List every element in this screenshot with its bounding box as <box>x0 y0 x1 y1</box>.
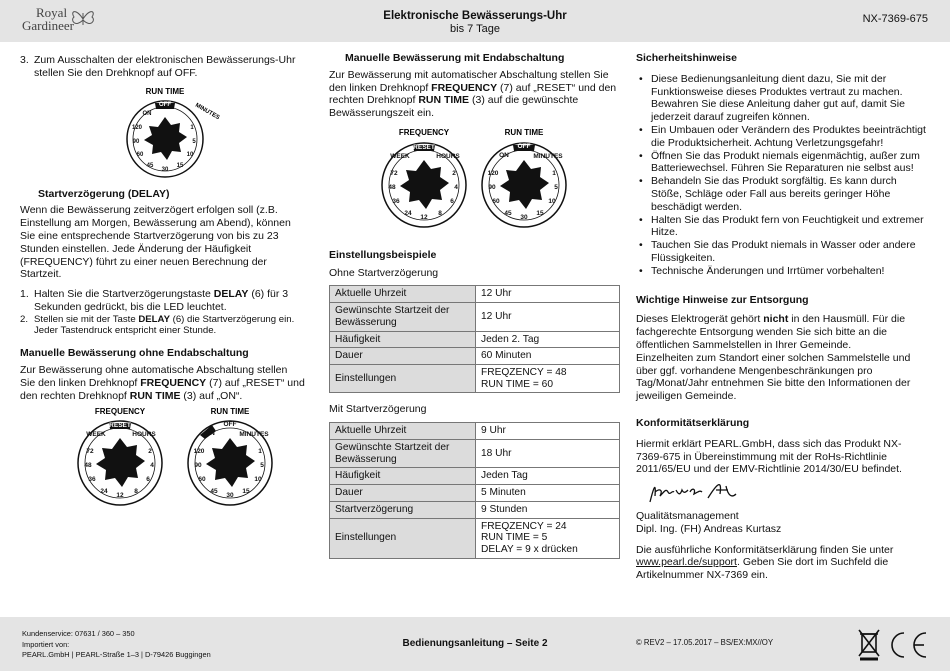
list-item: • Diese Bedienungsanleitung dient dazu, Sie mit der Funktionsweise dieses Produktes vertraut zu machen. Bewahren Sie diese Anleitung daher gut auf, damit Sie jederzeit darauf zugreifen können. <box>636 73 928 124</box>
svg-text:4: 4 <box>150 462 154 470</box>
article-number: NX-7369-675 <box>862 13 928 25</box>
list-item: • Ein Umbauen oder Verändern des Produktes beeinträchtigt die Produktsicherheit. Achtung Verletzungsgefahr! <box>636 124 928 150</box>
svg-text:30: 30 <box>161 166 169 173</box>
svg-text:36: 36 <box>88 476 96 484</box>
svg-text:1: 1 <box>190 124 194 131</box>
svg-text:15: 15 <box>242 488 250 496</box>
footer-page-label: Bedienungsanleitung – Seite 2 <box>402 638 548 649</box>
qm-title: Qualitätsmanagement <box>636 509 739 522</box>
svg-text:60: 60 <box>492 197 500 205</box>
settings-table-1 <box>329 285 620 393</box>
svg-text:ON: ON <box>499 151 509 159</box>
svg-text:15: 15 <box>536 209 544 217</box>
disposal-text-2: Einzelheiten zum Standort einer solchen Sammelstelle und über ggf. vorhandene Mengenbeschränkungen pro Tag/Monat/Jahr entnehmen Sie bitte den Informationen der jeweiligen Gemeinde. <box>636 351 911 403</box>
svg-text:45: 45 <box>504 209 512 217</box>
safety-list <box>636 73 928 278</box>
svg-text:60: 60 <box>198 476 206 484</box>
svg-text:4: 4 <box>454 183 458 191</box>
svg-text:HOURS: HOURS <box>132 431 156 439</box>
svg-text:ON: ON <box>205 430 215 438</box>
svg-text:MINUTES: MINUTES <box>239 431 269 439</box>
manual-heading: Manuelle Bewässerung ohne Endabschaltung <box>20 347 249 360</box>
svg-text:WEEK: WEEK <box>390 152 410 160</box>
svg-text:15: 15 <box>176 162 184 169</box>
svg-text:ON: ON <box>142 110 152 117</box>
safety-heading: Sicherheitshinweise <box>636 52 737 64</box>
list-item: 3. Zum Ausschalten der elektronischen Bewässerungs-Uhr stellen Sie den Drehknopf auf OFF. <box>20 54 296 79</box>
svg-text:2: 2 <box>452 169 456 177</box>
disposal-text: Dieses Elektrogerät gehört nicht in den Hausmüll. Für die fachgerechte Entsorgung wenden Sie sich bitte an die öffentlichen Sammelstellen in Ihrer Gemeinde. <box>636 313 906 351</box>
svg-text:HOURS: HOURS <box>436 152 460 160</box>
svg-text:45: 45 <box>210 488 218 496</box>
examples-heading: Einstellungsbeispiele <box>329 248 437 261</box>
list-item: • Behandeln Sie das Produkt sorgfältig. Es kann durch Stöße, Schläge oder Fall aus bereits geringer Höhe beschädigt werden. <box>636 175 928 213</box>
footer-contact: Kundenservice: 07631 / 360 – 350 Importiert von: PEARL.GmbH | PEARL-Straße 1–3 | D-79426 Buggingen <box>22 629 211 659</box>
settings-table-2 <box>329 422 620 558</box>
svg-text:10: 10 <box>254 476 262 484</box>
svg-text:FREQUENCY: FREQUENCY <box>94 407 146 417</box>
list-item: • Technische Änderungen und Irrtümer vorbehalten! <box>636 265 928 278</box>
svg-text:OFF: OFF <box>223 421 237 429</box>
table-row: Dauer 5 Minuten <box>330 485 620 502</box>
full-conformity-text: Die ausführliche Konformitätserklärung finden Sie unter www.pearl.de/support. Geben Sie dort im Suchfeld die Artikelnummer NX-7369 ein. <box>636 543 894 582</box>
column-right <box>636 52 928 582</box>
svg-text:5: 5 <box>192 138 196 145</box>
svg-text:90: 90 <box>488 183 496 191</box>
column-left <box>20 52 305 515</box>
svg-text:72: 72 <box>86 448 94 456</box>
svg-text:72: 72 <box>390 169 398 177</box>
delay-text: Wenn die Bewässerung zeitverzögert erfolgen soll (z.B. Einstellung am Morgen, Bewässerung am Abend), können Sie eine entsprechende Startverzögerung von bis zu 23 Stunden einstellen. Jede Änderung der Häufigkeit (FREQUENCY) führt zu einer neuen Berechnung der Startzeit. <box>20 204 291 281</box>
svg-text:12: 12 <box>420 213 428 221</box>
svg-text:MINUTES: MINUTES <box>533 152 563 160</box>
svg-text:24: 24 <box>100 488 108 496</box>
svg-text:RUN TIME: RUN TIME <box>210 407 250 417</box>
list-item: • Halten Sie das Produkt fern von Feuchtigkeit und extremer Hitze. <box>636 214 928 240</box>
svg-text:5: 5 <box>554 183 558 191</box>
svg-text:45: 45 <box>146 162 154 169</box>
svg-text:2: 2 <box>148 448 152 456</box>
svg-text:5: 5 <box>260 462 264 470</box>
manual-text: Zur Bewässerung ohne automatische Abschaltung stellen Sie den linken Drehknopf FREQUENCY (7) auf „RESET“ und den rechten Drehknopf RUN TIME (3) auf „ON“. <box>20 363 305 402</box>
table-row: Startverzögerung 9 Stunden <box>330 501 620 518</box>
svg-text:MINUTES: MINUTES <box>194 102 221 121</box>
table-row: Einstellungen FREQZENCY = 24 RUN TIME = 5 DELAY = 9 x drücken <box>330 518 620 558</box>
svg-text:12: 12 <box>116 492 124 500</box>
table-row: Häufigkeit Jeden Tag <box>330 468 620 485</box>
svg-text:8: 8 <box>134 488 138 496</box>
list-item: • Tauchen Sie das Produkt niemals in Wasser oder andere Flüssigkeiten. <box>636 239 928 265</box>
table-row: Aktuelle Uhrzeit 9 Uhr <box>330 423 620 440</box>
dials-reset-on-icon <box>20 405 305 511</box>
list-item: 2. Stellen sie mit der Taste DELAY (6) die Startverzögerung ein. Jeder Tastendruck entspricht einer Stunde. <box>20 313 295 337</box>
column-middle <box>329 52 621 559</box>
manual-end-heading: Manuelle Bewässerung mit Endabschaltung <box>345 52 565 64</box>
svg-text:WEEK: WEEK <box>86 431 106 439</box>
table1-caption: Ohne Startverzögerung <box>329 266 439 279</box>
svg-text:RUN TIME: RUN TIME <box>504 127 544 137</box>
delay-heading: Startverzögerung (DELAY) <box>38 187 170 200</box>
svg-text:OFF: OFF <box>517 142 531 150</box>
weee-ce-icon <box>858 628 930 662</box>
list-item: • Öffnen Sie das Produkt niemals eigenmächtig, außer zum Batteriewechsel. Führen Sie Reparaturen nie selbst aus! <box>636 150 928 176</box>
svg-text:48: 48 <box>84 462 92 470</box>
table-row: Häufigkeit Jeden 2. Tag <box>330 331 620 348</box>
svg-text:24: 24 <box>404 209 412 217</box>
dials-reset-time-icon <box>329 125 621 235</box>
svg-text:FREQUENCY: FREQUENCY <box>398 127 450 137</box>
svg-text:OFF: OFF <box>159 101 171 108</box>
svg-text:10: 10 <box>548 197 556 205</box>
qm-name: Dipl. Ing. (FH) Andreas Kurtasz <box>636 522 782 535</box>
svg-text:10: 10 <box>186 151 194 158</box>
conformity-heading: Konformitätserklärung <box>636 416 750 429</box>
svg-text:120: 120 <box>487 169 499 177</box>
dial-off-icon <box>20 84 305 180</box>
document-title: Elektronische Bewässerungs-Uhr <box>383 10 567 22</box>
brand-logo: Royal Gardineer <box>22 5 74 33</box>
svg-text:90: 90 <box>132 138 140 145</box>
conformity-text: Hiermit erklärt PEARL.GmbH, dass sich das Produkt NX-7369-675 in Übereinstimmung mit der RoHs-Richtlinie 2011/65/EU und der EMV-Richtlinie 2014/30/EU befindet. <box>636 437 902 476</box>
table-row: Gewünschte Startzeit der Bewässerung 12 Uhr <box>330 303 620 331</box>
svg-text:6: 6 <box>146 476 150 484</box>
svg-text:6: 6 <box>450 197 454 205</box>
svg-text:36: 36 <box>392 197 400 205</box>
page-header <box>0 0 950 42</box>
signature-image <box>646 478 766 506</box>
disposal-heading: Wichtige Hinweise zur Entsorgung <box>636 293 809 306</box>
table-row: Aktuelle Uhrzeit 12 Uhr <box>330 286 620 303</box>
svg-text:8: 8 <box>438 209 442 217</box>
svg-text:RESET: RESET <box>413 143 435 151</box>
svg-text:90: 90 <box>194 462 202 470</box>
svg-text:120: 120 <box>131 124 143 131</box>
svg-text:RUN TIME: RUN TIME <box>145 86 185 96</box>
svg-text:60: 60 <box>136 151 144 158</box>
table-row: Einstellungen FREQZENCY = 48 RUN TIME = 60 <box>330 364 620 392</box>
page-footer <box>0 617 950 671</box>
svg-text:RESET: RESET <box>109 422 131 430</box>
svg-text:120: 120 <box>193 448 205 456</box>
document-subtitle: bis 7 Tage <box>450 23 500 35</box>
footer-revision: © REV2 – 17.05.2017 – BS/EX:MX//OY <box>636 638 774 647</box>
svg-text:30: 30 <box>520 213 528 221</box>
svg-text:1: 1 <box>552 169 556 177</box>
table2-caption: Mit Startverzögerung <box>329 403 427 416</box>
svg-text:48: 48 <box>388 183 396 191</box>
table-row: Gewünschte Startzeit der Bewässerung 18 Uhr <box>330 439 620 467</box>
table-row: Dauer 60 Minuten <box>330 348 620 365</box>
manual-end-text: Zur Bewässerung mit automatischer Abschaltung stellen Sie den linken Drehknopf FREQUENCY (7) auf „RESET“ und den rechten Drehknopf RUN TIME (3) auf die gewünschte Bewässerungszeit ein. <box>329 68 617 120</box>
runtime-dial-figure <box>20 84 305 180</box>
svg-text:30: 30 <box>226 492 234 500</box>
svg-text:1: 1 <box>258 448 262 456</box>
support-link[interactable]: www.pearl.de/support <box>636 556 737 569</box>
list-item: 1. Halten Sie die Startverzögerungstaste DELAY (6) für 3 Sekunden gedrückt, bis die LED leuchtet. <box>20 288 289 313</box>
